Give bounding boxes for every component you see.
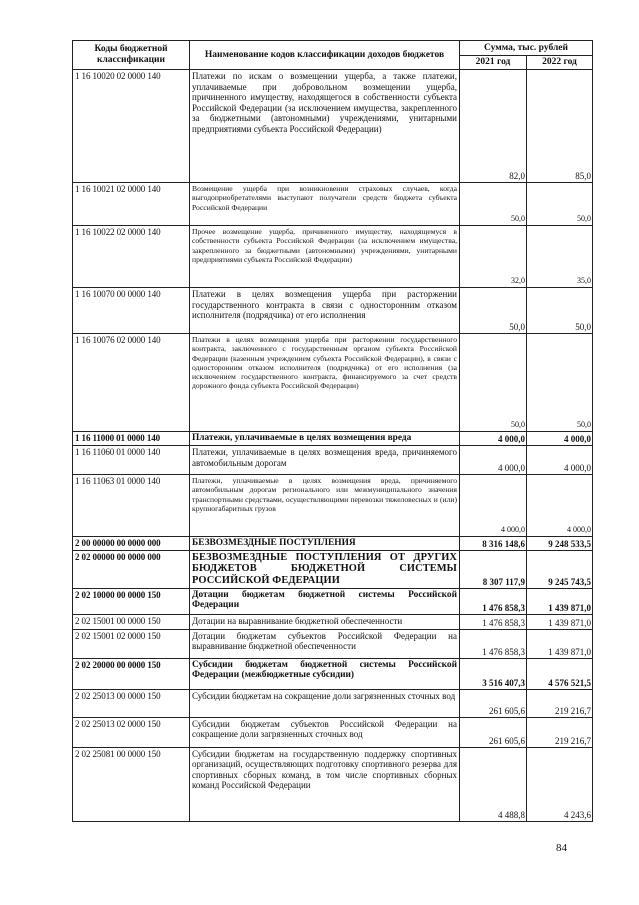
- row-code: 1 16 11063 01 0000 140: [73, 475, 190, 537]
- table-row: [73, 183, 593, 226]
- row-value-2021: 8 307 117,9: [460, 550, 527, 588]
- table-row: [73, 614, 593, 629]
- row-code: 1 16 11060 01 0000 140: [73, 446, 190, 475]
- table-row: [73, 629, 593, 658]
- header-sum: Сумма, тыс. рублей: [460, 41, 593, 56]
- table-row: [73, 288, 593, 334]
- row-value-2022: 4 576 521,5: [527, 658, 593, 689]
- row-value-2021: 8 316 148,6: [460, 537, 527, 551]
- row-value-2021: 1 476 858,3: [460, 629, 527, 658]
- row-name: Дотации на выравнивание бюджетной обеспеченности: [190, 614, 460, 629]
- table-row: [73, 537, 593, 551]
- row-code: 1 16 10020 02 0000 140: [73, 70, 190, 183]
- row-value-2021: 4 000,0: [460, 446, 527, 475]
- row-code: 1 16 10070 00 0000 140: [73, 288, 190, 334]
- row-value-2021: 1 476 858,3: [460, 614, 527, 629]
- row-value-2022: 219 216,7: [527, 689, 593, 717]
- row-name: Платежи, уплачиваемые в целях возмещения вреда, причиняемого автомобильным дорогам: [190, 446, 460, 475]
- row-code: 1 16 10022 02 0000 140: [73, 226, 190, 288]
- table-row: [73, 432, 593, 446]
- row-code: 1 16 10021 02 0000 140: [73, 183, 190, 226]
- row-name: Платежи, уплачиваемые в целях возмещения вреда: [190, 432, 460, 446]
- row-value-2022: 1 439 871,0: [527, 588, 593, 614]
- row-name: Субсидии бюджетам субъектов Российской Федерации на сокращение доли загрязненных сточных вод: [190, 717, 460, 747]
- row-value-2022: 1 439 871,0: [527, 614, 593, 629]
- row-value-2021: 82,0: [460, 70, 527, 183]
- row-value-2021: 4 488,8: [460, 747, 527, 821]
- row-name: Дотации бюджетам бюджетной системы Российской Федерации: [190, 588, 460, 614]
- row-value-2022: 35,0: [527, 226, 593, 288]
- row-name: Дотации бюджетам субъектов Российской Федерации на выравнивание бюджетной обеспеченности: [190, 629, 460, 658]
- table-row: [73, 226, 593, 288]
- row-code: 2 02 00000 00 0000 000: [73, 550, 190, 588]
- row-code: 1 16 10076 02 0000 140: [73, 334, 190, 432]
- row-name: Субсидии бюджетам на сокращение доли загрязненных сточных вод: [190, 689, 460, 717]
- budget-revenue-table: [72, 40, 593, 822]
- row-value-2021: 1 476 858,3: [460, 588, 527, 614]
- table-row: [73, 475, 593, 537]
- row-value-2022: 4 000,0: [527, 475, 593, 537]
- table-row: [73, 747, 593, 821]
- row-value-2022: 50,0: [527, 288, 593, 334]
- row-code: 2 00 00000 00 0000 000: [73, 537, 190, 551]
- row-value-2021: 50,0: [460, 288, 527, 334]
- row-name: БЕЗВОЗМЕЗДНЫЕ ПОСТУПЛЕНИЯ ОТ ДРУГИХ БЮДЖЕТОВ БЮДЖЕТНОЙ СИСТЕМЫ РОССИЙСКОЙ ФЕДЕРАЦИИ: [190, 550, 460, 588]
- row-value-2022: 4 243,6: [527, 747, 593, 821]
- table-row: [73, 334, 593, 432]
- row-value-2022: 9 245 743,5: [527, 550, 593, 588]
- row-name: Субсидии бюджетам бюджетной системы Российской Федерации (межбюджетные субсидии): [190, 658, 460, 689]
- table-row: [73, 70, 593, 183]
- row-value-2022: 50,0: [527, 334, 593, 432]
- row-value-2022: 50,0: [527, 183, 593, 226]
- row-value-2021: 3 516 407,3: [460, 658, 527, 689]
- row-code: 2 02 15001 00 0000 150: [73, 614, 190, 629]
- row-name: Платежи по искам о возмещении ущерба, а также платежи, уплачиваемые при добровольном возмещении ущерба, причиненного имуществу, находящегося в собственности субъекта Российской Федерации (за исключением имущества, закрепленного за бюджетными (автономными) учреждениями, унитарными предприятиями субъекта Российской Федерации): [190, 70, 460, 183]
- table-row: [73, 689, 593, 717]
- table-row: [73, 717, 593, 747]
- header-name: Наименование кодов классификации доходов бюджетов: [190, 41, 460, 70]
- row-value-2022: 85,0: [527, 70, 593, 183]
- page-number: 84: [556, 842, 567, 854]
- header-year-2022: 2022 год: [527, 56, 593, 70]
- row-name: Платежи в целях возмещения ущерба при расторжении государственного контракта, заключенного с государственным органом субъекта Российской Федерации (казенным учреждением субъекта Российской Федерации), в связи с односторонним отказом исполнителя (подрядчика) от его исполнения (за исключением государственного контракта, финансируемого за счет средств дорожного фонда субъекта Российской Федерации): [190, 334, 460, 432]
- row-code: 2 02 25081 00 0000 150: [73, 747, 190, 821]
- row-value-2022: 9 248 533,5: [527, 537, 593, 551]
- row-code: 2 02 25013 02 0000 150: [73, 717, 190, 747]
- row-code: 2 02 20000 00 0000 150: [73, 658, 190, 689]
- row-code: 2 02 10000 00 0000 150: [73, 588, 190, 614]
- row-name: Платежи, уплачиваемые в целях возмещения вреда, причиняемого автомобильным дорогам регионального или межмуниципального значения транспортными средствами, осуществляющими перевозки тяжеловесных и (или) крупногабаритных грузов: [190, 475, 460, 537]
- header-year-2021: 2021 год: [460, 56, 527, 70]
- row-value-2021: 4 000,0: [460, 475, 527, 537]
- budget-document-page: [72, 40, 592, 822]
- row-name: БЕЗВОЗМЕЗДНЫЕ ПОСТУПЛЕНИЯ: [190, 537, 460, 551]
- row-value-2021: 50,0: [460, 334, 527, 432]
- row-name: Возмещение ущерба при возникновении страховых случаев, когда выгодоприобретателями выступают получатели средств бюджета субъекта Российской Федерации: [190, 183, 460, 226]
- row-value-2021: 261 605,6: [460, 689, 527, 717]
- row-code: 2 02 25013 00 0000 150: [73, 689, 190, 717]
- row-code: 2 02 15001 02 0000 150: [73, 629, 190, 658]
- row-value-2021: 50,0: [460, 183, 527, 226]
- table-row: [73, 588, 593, 614]
- row-value-2022: 1 439 871,0: [527, 629, 593, 658]
- row-value-2021: 4 000,0: [460, 432, 527, 446]
- row-name: Прочее возмещение ущерба, причиненного имуществу, находящемуся в собственности субъекта Российской Федерации (за исключением имущества, закрепленного за бюджетными (автономными) учреждениями, унитарными предприятиями субъекта Российской Федерации): [190, 226, 460, 288]
- table-row: [73, 446, 593, 475]
- row-name: Платежи в целях возмещения ущерба при расторжении государственного контракта в связи с односторонним отказом исполнителя (подрядчика) от его исполнения: [190, 288, 460, 334]
- row-value-2021: 261 605,6: [460, 717, 527, 747]
- row-value-2021: 32,0: [460, 226, 527, 288]
- table-header-row: [73, 41, 593, 56]
- row-code: 1 16 11000 01 0000 140: [73, 432, 190, 446]
- row-value-2022: 4 000,0: [527, 432, 593, 446]
- table-row: [73, 550, 593, 588]
- row-value-2022: 4 000,0: [527, 446, 593, 475]
- row-value-2022: 219 216,7: [527, 717, 593, 747]
- row-name: Субсидии бюджетам на государственную поддержку спортивных организаций, осуществляющих подготовку спортивного резерва для спортивных сборных команд, в том числе спортивных сборных команд Российской Федерации: [190, 747, 460, 821]
- header-code: Коды бюджетной классификации: [73, 41, 190, 70]
- table-row: [73, 658, 593, 689]
